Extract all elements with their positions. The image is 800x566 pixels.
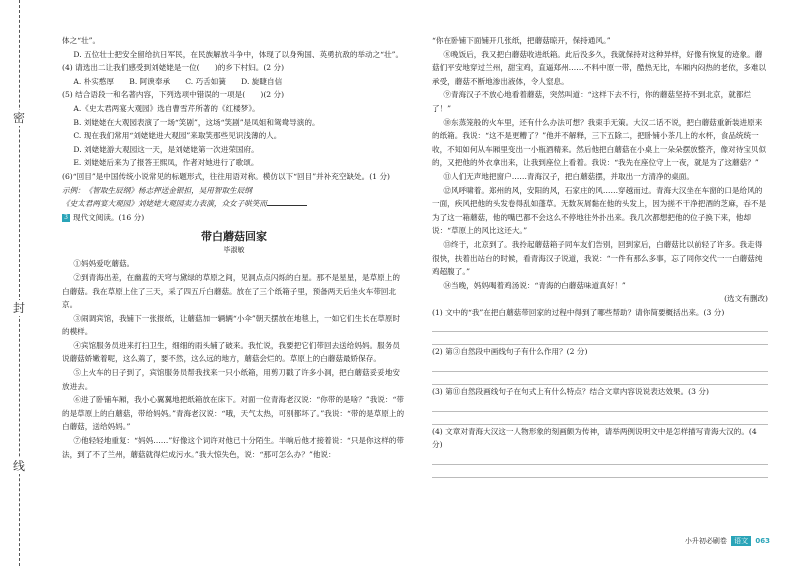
answer-line[interactable] <box>432 359 768 372</box>
answer-line[interactable] <box>432 372 768 385</box>
answer-line[interactable] <box>432 332 768 345</box>
question-5: (5) 结合语段一和名著内容，下列选项中错误的一项是( )(2 分) <box>62 90 285 100</box>
reading-question-4: (4) 文章对青海大汉这一人物形象的刻画颇为传神，请举两例说明文中是怎样描写青海大汉的。(4 分) <box>432 426 757 450</box>
question-6: (6)“回目”是中国传统小说常见的标题形式，往往用语对称。模仿以下“回目”并补充空缺处。(1 分) <box>62 171 391 181</box>
left-column <box>62 34 406 461</box>
answer-line[interactable] <box>432 452 768 465</box>
question-6-blank-line <box>62 197 406 211</box>
paragraph: ⑧晚饭后，我又把白蘑菇收进纸箱。此后没多久，我就保持对这种异样，好像有恢复的迹象。蘑菇们平安地穿过兰州，甜宝鸡，直逼郑州……不料中原一带，酷热无比，车厢内闷热的老依，多难以承受，蘑菇不断地渗出液体，令人窒息。 <box>432 49 767 86</box>
reading-question-1: (1) 文中的“我”在把白蘑菇带回家的过程中得到了哪些帮助？请你简要概括出来。(3 分) <box>432 307 725 317</box>
paragraph: ⑫风呼啸着。郑州的风，安阳的风，石家庄的风……穿越而过。青海大汉坐在车窗的口是给风的一面，疾风把他的头发卷得乱如蓬草。无数灰屑黏在他的头发上，因为搓不干净把酒的芝麻，吞不是为了这一箱蘑菇，他的嘴巴都不会这么不停地往外扑出来。我几次都想把他的位子换下来，他却说：“草原上的风比这还大。” <box>432 185 767 236</box>
right-column <box>432 34 768 478</box>
paragraph: ⑩东蒸笼般的火车里，还有什么办法可想？我束手无策。大汉二话不说，把白蘑菇重新装进原来的纸箱。我说：“这不是更糟了？”他并不解释，三下五除二，把卧铺小茶几上的水杯，食品统统一收，不知如何从车厢里变出一小瓶酒精来。然后他把白蘑菇在小桌上一朵朵摆放整齐，像对待宝贝似的，又把他的外衣拿出来，让我到座位上看着。我说：“我先在座位守上一夜，就是为了这蘑菇？” <box>432 117 767 168</box>
binding-char-xian: 线 <box>10 458 28 474</box>
question-6-example: 示例：《智取生辰纲》杨志押送金银担，吴用智取生辰纲 <box>62 185 252 195</box>
binding-dashed-line <box>19 0 20 566</box>
reading-question-2: (2) 第③自然段中画线句子有什么作用？(2 分) <box>432 347 588 357</box>
article-title: 带白蘑菇回家 <box>201 230 267 244</box>
binding-char-mi: 密 <box>10 110 28 126</box>
question-6-prompt: 《史太君两宴大观园》刘姥姥大观园卖力表演，众女子哄笑而 <box>62 199 268 209</box>
section-number-badge: 3 <box>62 214 70 222</box>
answer-line[interactable] <box>432 399 768 412</box>
paragraph: ⑨青海汉子不放心地看着蘑菇，突然叫道：“这样下去不行，你的蘑菇坚持不到北京，就都烂了！” <box>432 90 752 113</box>
paragraph: ⑤上火车的日子到了，宾馆服务员帮我找来一只小纸箱，用剪刀戳了许多小洞，把白蘑菇妥妥地安放进去。 <box>62 368 400 391</box>
question-5-option-b: B. 刘姥姥在大观园表演了一场“笑剧”，这场“笑剧”是凤姐和鸳鸯导演的。 <box>73 117 320 127</box>
section-label: 现代文阅读。(16 分) <box>73 212 145 222</box>
answer-line[interactable] <box>432 412 768 425</box>
answer-line[interactable] <box>432 465 768 478</box>
source-note: (选文有删改) <box>724 294 768 304</box>
article-author: 毕淑敏 <box>223 246 245 255</box>
paragraph: ③闹调宾馆，我铺下一张报纸，让蘑菇加一辆辆“小伞”朝天摆放在地毯上，一如它们生长在草原时的模样。 <box>62 313 401 337</box>
reading-question-3: (3) 第⑪自然段画线句子在句式上有什么特点？结合文章内容说说表达效果。(3 分) <box>432 387 709 397</box>
page-footer <box>685 536 770 546</box>
section-heading <box>62 211 406 225</box>
paragraph: ④宾馆服务员进来打扫卫生，细细的雨头辅了破来。我忙说，我要把它们带回去送给妈妈。服务员说蘑菇娇嫩着呢，这么蔫了，要不然，这么远的地方，蘑菇会烂的。草原上的白蘑菇最娇保存。 <box>62 340 400 364</box>
question-5-option-a: A.《史太君两宴大观园》选自曹雪芹所著的《红楼梦》。 <box>73 103 260 113</box>
paragraph: ⑭当晚，妈妈喝着鸡汤说：“青海的白蘑菇味道真好！” <box>443 280 626 290</box>
left-line: 体之“壮”。 <box>62 36 101 45</box>
paragraph: ⑦他轻轻地重复：“妈妈……”好像这个词许对他已十分陌生。半晌后他才接着说：“只是你这样的带法，到了不了兰州，蘑菇就得烂成污水。”我大惊失色，说：“那可怎么办？”他说： <box>62 436 404 459</box>
question-5-option-c: C. 现在我们常用“刘姥姥进大观园”来取笑那些见识浅薄的人。 <box>73 131 282 141</box>
footer-series: 小升初必刷卷 <box>684 537 727 545</box>
paragraph: ⑬终于，北京到了。我拎起蘑菇箱子同车友们告别，回到家后，白蘑菇比以前轻了许多。我走得很快，扶着出站台的时候，看青海汉子说道，我说：“一件有那么多事，忘了同你交代一一白蘑菇纯鸡超腹了。” <box>432 239 763 277</box>
paragraph: ⑪人们无声地把窗户……青海汉子，把白蘑菇摆，并取出一方清净的桌面。 <box>443 171 694 181</box>
paragraph: “你在卧铺下面铺开几张纸，把蘑菇晾开，保持通风。” <box>432 36 611 45</box>
left-line: D. 五位壮士把安全留给抗日军民，在民族解放斗争中，体现了以身殉国、英勇抗敌的举动之“壮”。 <box>73 49 404 59</box>
binding-margin <box>0 0 36 566</box>
question-4-options: A. 朴实憨厚 B. 阿谀奉承 C. 巧舌如簧 D. 旋睫自信 <box>73 76 283 86</box>
answer-line[interactable] <box>432 319 768 332</box>
binding-char-feng: 封 <box>10 300 28 316</box>
question-5-option-e: E. 刘姥姥后来为了报答王熙凤，作者对她进行了歌颂。 <box>73 158 259 168</box>
paragraph: ①妈妈爱吃蘑菇。 <box>73 259 135 269</box>
paragraph: ⑥进了卧铺车厢，我小心翼翼地把纸箱放在床下。对面一位青海老汉说：“你带的是啥？”我说：“带的是草原上的白蘑菇，带给妈妈。”青海老汉说：“哦，天气太热，可别都坏了。”我说：“带的是草原上的白蘑菇，送给妈妈。” <box>62 395 405 432</box>
paragraph: ②到青海出差，在幽蓝的天穹与黛绿的草原之间，见洞点点闪烁的白星。那不是星星，是草原上的白蘑菇。我在草原上住了三天，采了四五斤白蘑菇。放在了三个纸箱子里，预备两天后坐火车带回北京。 <box>62 272 400 310</box>
footer-subject-badge: 语文 <box>731 536 751 546</box>
footer-page-number: 063 <box>755 537 770 545</box>
answer-blank[interactable] <box>267 197 307 206</box>
question-4: (4) 请选出二让我们感受到刘姥姥是一位( )的乡下村妇。(2 分) <box>62 63 285 73</box>
question-5-option-d: D. 刘姥姥游大观园这一天，是刘姥姥第一次进荣国府。 <box>73 144 259 154</box>
